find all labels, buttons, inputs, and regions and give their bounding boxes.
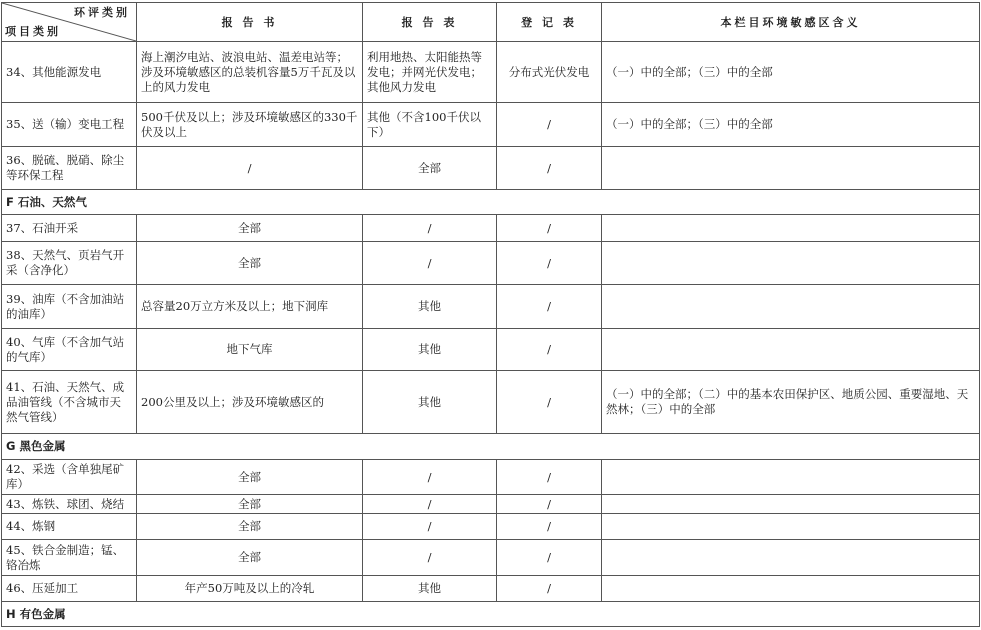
section-title: F 石油、天然气 [2, 190, 980, 215]
table-row [2, 371, 980, 434]
project-category-cell: 36、脱硫、脱硝、除尘等环保工程 [2, 147, 137, 190]
eia-classification-table [1, 2, 980, 627]
report-form-cell: 其他 [363, 371, 497, 434]
register-cell: / [497, 495, 602, 514]
sensitive-area-cell [602, 514, 980, 540]
report-book-cell: 总容量20万立方米及以上；地下洞库 [137, 285, 363, 329]
report-book-cell: 年产50万吨及以上的冷轧 [137, 576, 363, 602]
sensitive-area-cell [602, 495, 980, 514]
sensitive-area-cell [602, 285, 980, 329]
table-row [2, 460, 980, 495]
col-header-report-form: 报 告 表 [363, 3, 497, 42]
col-header-register: 登 记 表 [497, 3, 602, 42]
table-row [2, 514, 980, 540]
table-row [2, 540, 980, 576]
sensitive-area-cell [602, 242, 980, 285]
sensitive-area-cell [602, 215, 980, 242]
section-row [2, 434, 980, 460]
report-form-cell: 其他（不含100千伏以下） [363, 103, 497, 147]
report-form-cell: / [363, 514, 497, 540]
section-row [2, 602, 980, 627]
sensitive-area-cell [602, 147, 980, 190]
sensitive-area-cell [602, 576, 980, 602]
header-row [2, 3, 980, 42]
table-row [2, 215, 980, 242]
report-form-cell: / [363, 495, 497, 514]
project-category-cell: 44、炼钢 [2, 514, 137, 540]
project-category-cell: 38、天然气、页岩气开采（含净化） [2, 242, 137, 285]
table-row [2, 242, 980, 285]
col-header-report-book: 报 告 书 [137, 3, 363, 42]
report-form-cell: 其他 [363, 329, 497, 371]
project-category-cell: 43、炼铁、球团、烧结 [2, 495, 137, 514]
register-cell: / [497, 540, 602, 576]
table-row [2, 103, 980, 147]
report-form-cell: 全部 [363, 147, 497, 190]
report-book-cell: 全部 [137, 540, 363, 576]
report-form-cell: 利用地热、太阳能热等发电；并网光伏发电；其他风力发电 [363, 42, 497, 103]
register-cell: / [497, 460, 602, 495]
section-title: G 黑色金属 [2, 434, 980, 460]
report-book-cell: 全部 [137, 495, 363, 514]
sensitive-area-cell: （一）中的全部；（三）中的全部 [602, 103, 980, 147]
register-cell: / [497, 371, 602, 434]
register-cell: / [497, 329, 602, 371]
report-book-cell: 全部 [137, 514, 363, 540]
sensitive-area-cell: （一）中的全部；（二）中的基本农田保护区、地质公园、重要湿地、天然林；（三）中的全部 [602, 371, 980, 434]
sensitive-area-cell [602, 329, 980, 371]
table-row [2, 285, 980, 329]
report-form-cell: 其他 [363, 576, 497, 602]
report-book-cell: 500千伏及以上；涉及环境敏感区的330千伏及以上 [137, 103, 363, 147]
report-form-cell: 其他 [363, 285, 497, 329]
report-book-cell: 全部 [137, 215, 363, 242]
diag-bottom-label: 项目类别 [5, 25, 61, 38]
report-form-cell: / [363, 215, 497, 242]
register-cell: / [497, 514, 602, 540]
table-row [2, 329, 980, 371]
report-book-cell: 海上潮汐电站、波浪电站、温差电站等；涉及环境敏感区的总装机容量5万千瓦及以上的风力发电 [137, 42, 363, 103]
project-category-cell: 40、气库（不含加气站的气库） [2, 329, 137, 371]
col-header-sensitive: 本栏目环境敏感区含义 [602, 3, 980, 42]
report-form-cell: / [363, 242, 497, 285]
project-category-cell: 37、石油开采 [2, 215, 137, 242]
table-row [2, 495, 980, 514]
section-title: H 有色金属 [2, 602, 980, 627]
report-form-cell: / [363, 460, 497, 495]
project-category-cell: 39、油库（不含加油站的油库） [2, 285, 137, 329]
diagonal-header-cell [2, 3, 137, 42]
register-cell: / [497, 147, 602, 190]
register-cell: / [497, 215, 602, 242]
report-book-cell: 200公里及以上；涉及环境敏感区的 [137, 371, 363, 434]
project-category-cell: 41、石油、天然气、成品油管线（不含城市天然气管线） [2, 371, 137, 434]
sensitive-area-cell: （一）中的全部；（三）中的全部 [602, 42, 980, 103]
report-book-cell: 地下气库 [137, 329, 363, 371]
register-cell: / [497, 576, 602, 602]
report-form-cell: / [363, 540, 497, 576]
report-book-cell: 全部 [137, 460, 363, 495]
register-cell: / [497, 242, 602, 285]
project-category-cell: 46、压延加工 [2, 576, 137, 602]
sensitive-area-cell [602, 540, 980, 576]
report-book-cell: 全部 [137, 242, 363, 285]
project-category-cell: 35、送（输）变电工程 [2, 103, 137, 147]
register-cell: / [497, 285, 602, 329]
register-cell: 分布式光伏发电 [497, 42, 602, 103]
register-cell: / [497, 103, 602, 147]
diag-top-label: 环评类别 [74, 6, 130, 19]
project-category-cell: 42、采选（含单独尾矿库） [2, 460, 137, 495]
table-row [2, 147, 980, 190]
report-book-cell: / [137, 147, 363, 190]
project-category-cell: 45、铁合金制造；锰、铬冶炼 [2, 540, 137, 576]
project-category-cell: 34、其他能源发电 [2, 42, 137, 103]
table-row [2, 42, 980, 103]
sensitive-area-cell [602, 460, 980, 495]
section-row [2, 190, 980, 215]
table-row [2, 576, 980, 602]
